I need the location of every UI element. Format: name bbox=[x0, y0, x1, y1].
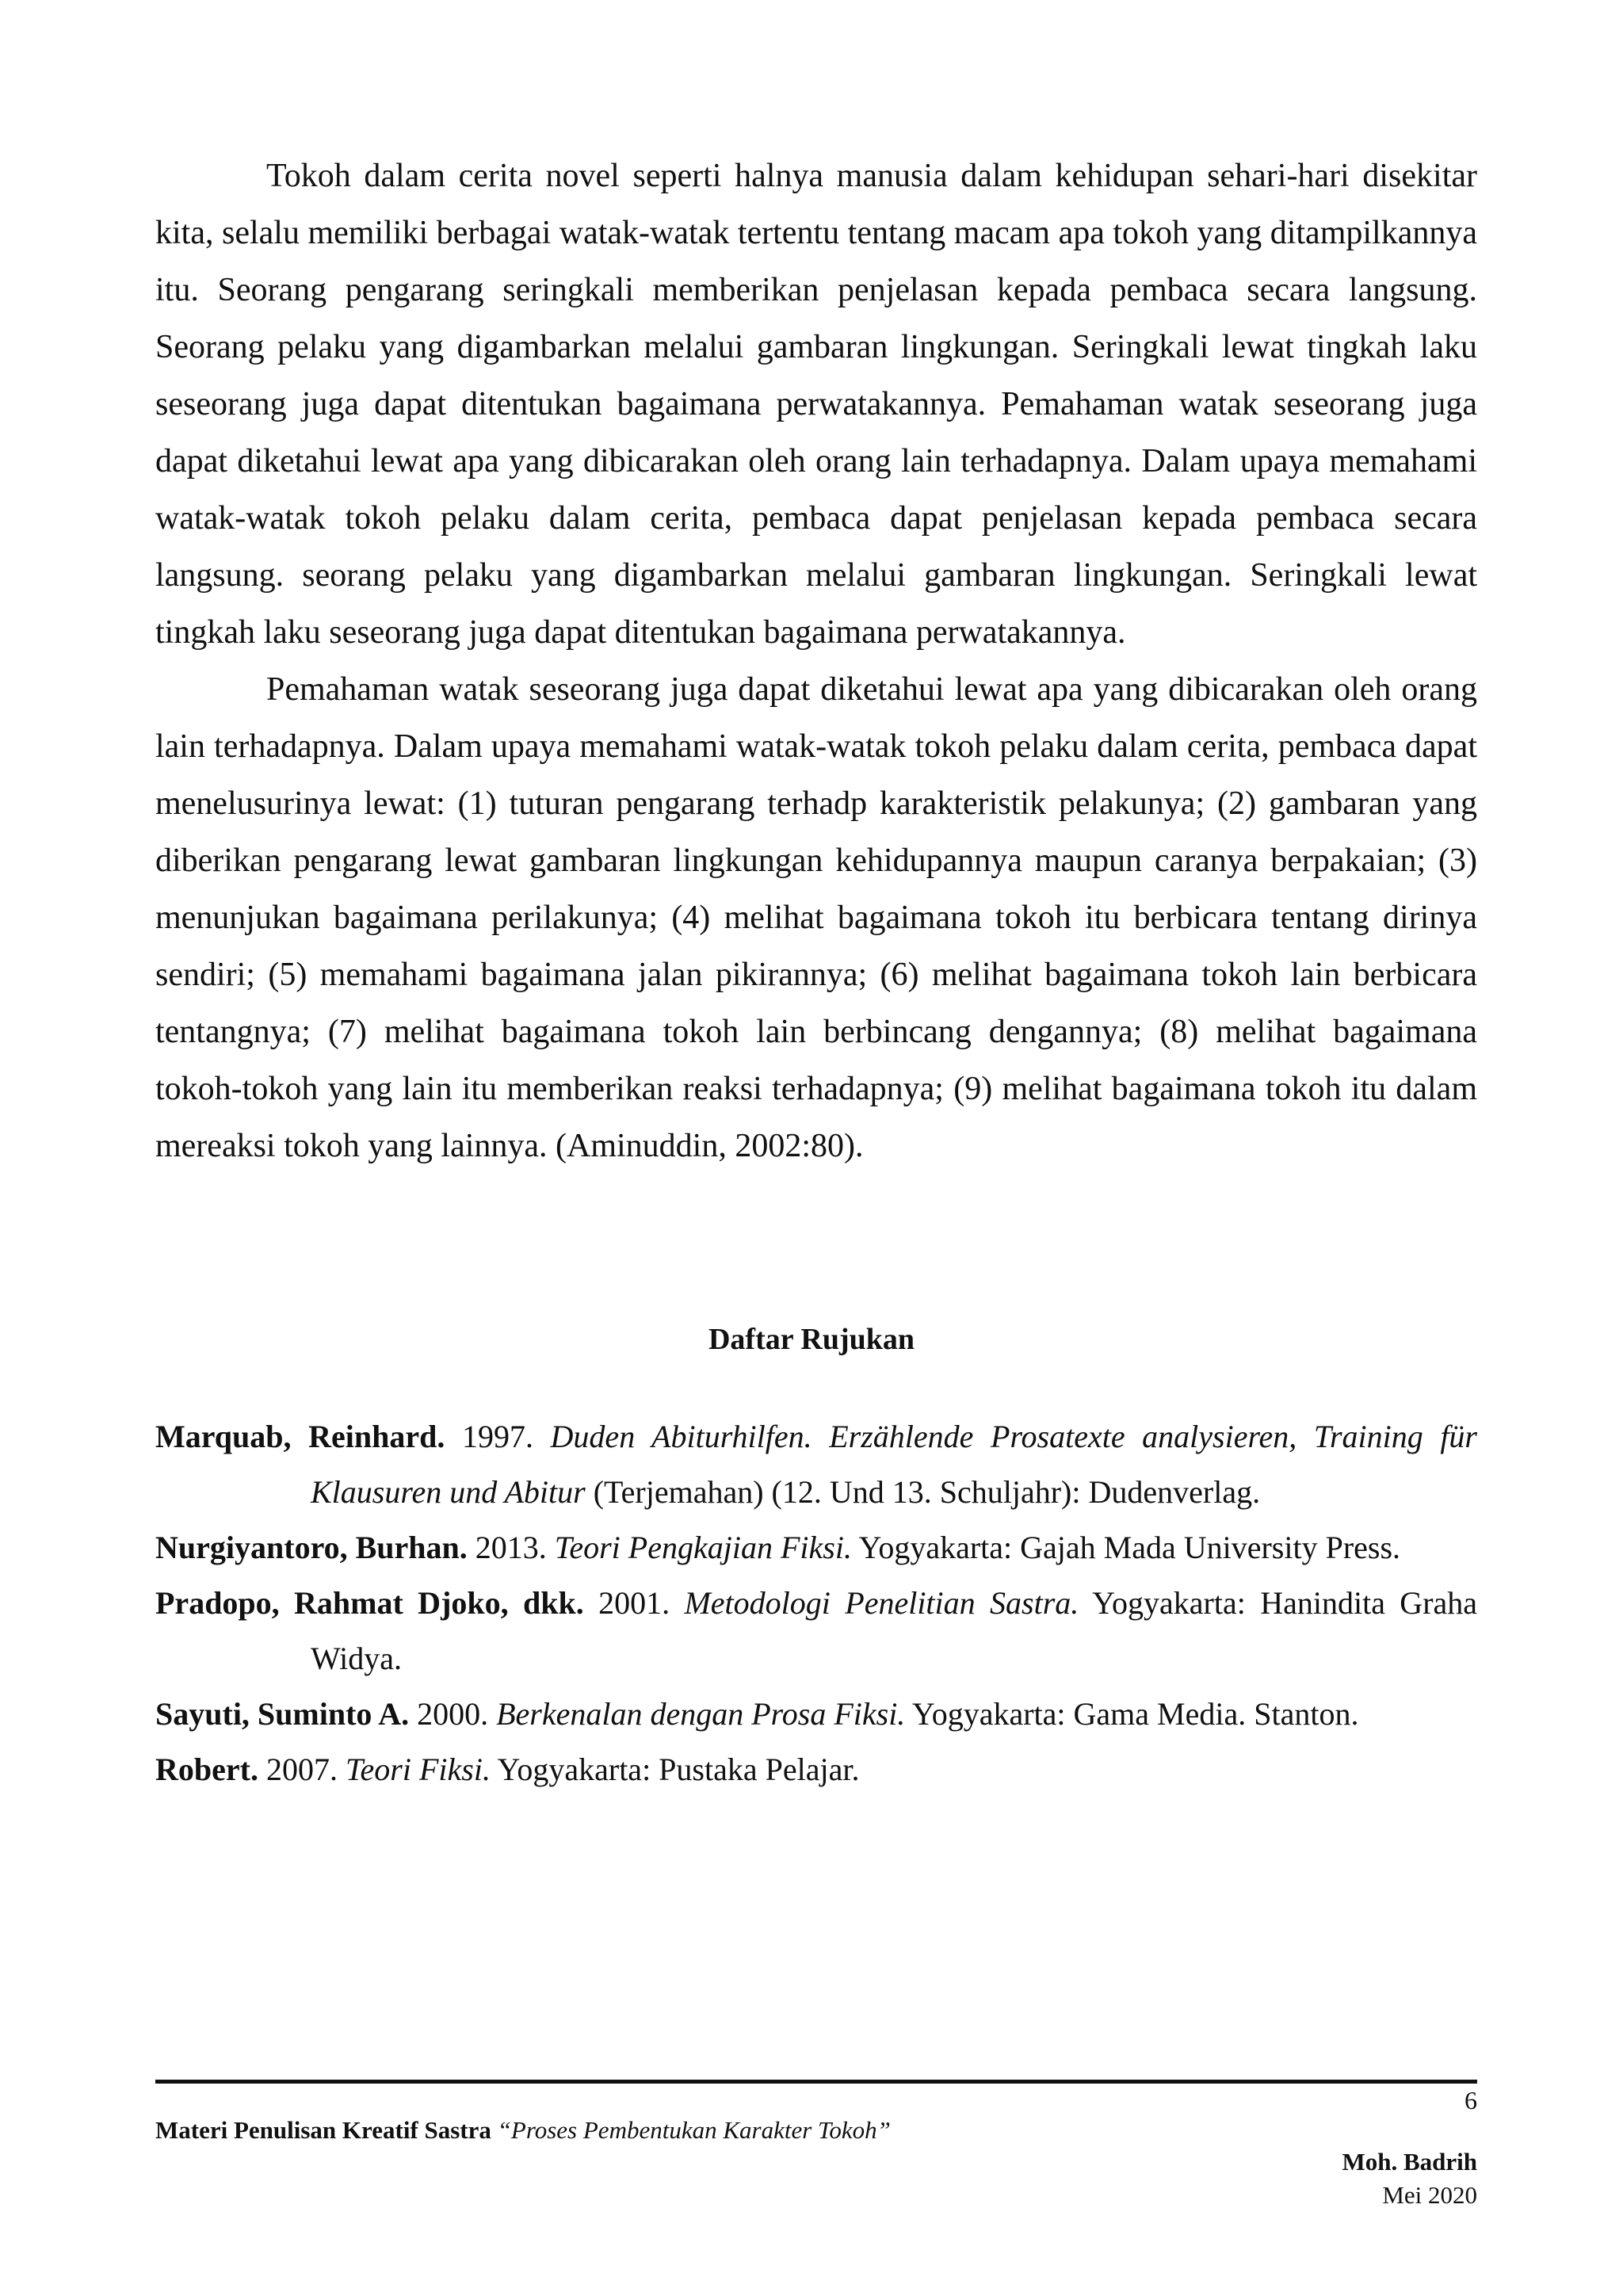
reference-entry bbox=[155, 1520, 1477, 1576]
reference-publisher: Yogyakarta: Hanindita Graha Widya. bbox=[311, 1585, 1478, 1676]
footer-author: Moh. Badrih bbox=[1342, 2148, 1477, 2176]
reference-title: Metodologi Penelitian Sastra. bbox=[684, 1585, 1079, 1621]
footer-topic: “Proses Pembentukan Karakter Tokoh” bbox=[497, 2116, 891, 2144]
reference-publisher: Yogyakarta: Gajah Mada University Press. bbox=[858, 1530, 1401, 1565]
reference-publisher: Yogyakarta: Gama Media. Stanton. bbox=[911, 1696, 1359, 1732]
reference-entry bbox=[155, 1409, 1477, 1520]
paragraph bbox=[155, 661, 1477, 1175]
reference-title: Teori Fiksi. bbox=[345, 1752, 491, 1787]
reference-year: 2001. bbox=[598, 1585, 670, 1621]
footer-date: Mei 2020 bbox=[1382, 2181, 1477, 2209]
reference-year: 2013. bbox=[475, 1530, 547, 1565]
paragraph-text: Tokoh dalam cerita novel seperti halnya manusia dalam kehidupan sehari-hari disekitar kita, selalu memiliki berbagai watak-watak tertentu tentang macam apa tokoh yang ditampilkannya itu. Seorang pengarang seringkali memberikan penjelasan kepada pembaca secara langsung. Seorang pelaku yang digambarkan melalui gambaran lingkungan. Seringkali lewat tingkah laku seseorang juga dapat ditentukan bagaimana perwatakannya. Pemahaman watak seseorang juga dapat diketahui lewat apa yang dibicarakan oleh orang lain terhadapnya. Dalam upaya memahami watak-watak tokoh pelaku dalam cerita, pembaca dapat penjelasan kepada pembaca secara langsung. seorang pelaku yang digambarkan melalui gambaran lingkungan. Seringkali lewat tingkah laku seseorang juga dapat ditentukan bagaimana perwatakannya. bbox=[155, 158, 1477, 651]
reference-author: Sayuti, Suminto A. bbox=[155, 1696, 410, 1732]
reference-author: Pradopo, Rahmat Djoko, dkk. bbox=[155, 1585, 584, 1621]
reference-author: Robert. bbox=[155, 1752, 258, 1787]
reference-title: Teori Pengkajian Fiksi. bbox=[554, 1530, 852, 1565]
paragraph-text: Pemahaman watak seseorang juga dapat diketahui lewat apa yang dibicarakan oleh orang lain terhadapnya. Dalam upaya memahami watak-watak tokoh pelaku dalam cerita, pembaca dapat menelusurinya lewat: (1) tuturan pengarang terhadp karakteristik pelakunya; (2) gambaran yang diberikan pengarang lewat gambaran lingkungan kehidupannya maupun caranya berpakaian; (3) menunjukan bagaimana perilakunya; (4) melihat bagaimana tokoh itu berbicara tentang dirinya sendiri; (5) memahami bagaimana jalan pikirannya; (6) melihat bagaimana tokoh lain berbicara tentangnya; (7) melihat bagaimana tokoh lain berbincang dengannya; (8) melihat bagaimana tokoh-tokoh yang lain itu memberikan reaksi terhadapnya; (9) melihat bagaimana tokoh itu dalam mereaksi tokoh yang lainnya. (Aminuddin, 2002:80). bbox=[155, 671, 1477, 1164]
footer-divider bbox=[155, 2080, 1477, 2084]
reference-author: Nurgiyantoro, Burhan. bbox=[155, 1530, 468, 1565]
reference-year: 2000. bbox=[417, 1696, 489, 1732]
reference-author: Marquab, Reinhard. bbox=[155, 1419, 445, 1454]
reference-entry bbox=[155, 1576, 1477, 1687]
page-number: 6 bbox=[1465, 2086, 1477, 2115]
references-heading: Daftar Rujukan bbox=[708, 1323, 915, 1356]
reference-publisher: Yogyakarta: Pustaka Pelajar. bbox=[497, 1752, 860, 1787]
footer-series: Materi Penulisan Kreatif Sastra bbox=[155, 2116, 491, 2144]
reference-list bbox=[155, 1409, 1477, 1797]
paragraph bbox=[155, 147, 1477, 661]
reference-entry bbox=[155, 1687, 1477, 1742]
reference-publisher: (Terjemahan) (12. Und 13. Schuljahr): Dudenverlag. bbox=[593, 1474, 1261, 1510]
reference-year: 2007. bbox=[265, 1752, 338, 1787]
reference-title: Duden Abiturhilfen. Erzählende Prosatexte analysieren, Training für Klausuren und Abitur bbox=[311, 1419, 1477, 1510]
reference-year: 1997. bbox=[461, 1419, 533, 1454]
footer-title bbox=[155, 2113, 891, 2148]
reference-entry bbox=[155, 1742, 1477, 1797]
reference-title: Berkenalan dengan Prosa Fiksi. bbox=[496, 1696, 906, 1732]
body-text bbox=[155, 147, 1477, 1175]
